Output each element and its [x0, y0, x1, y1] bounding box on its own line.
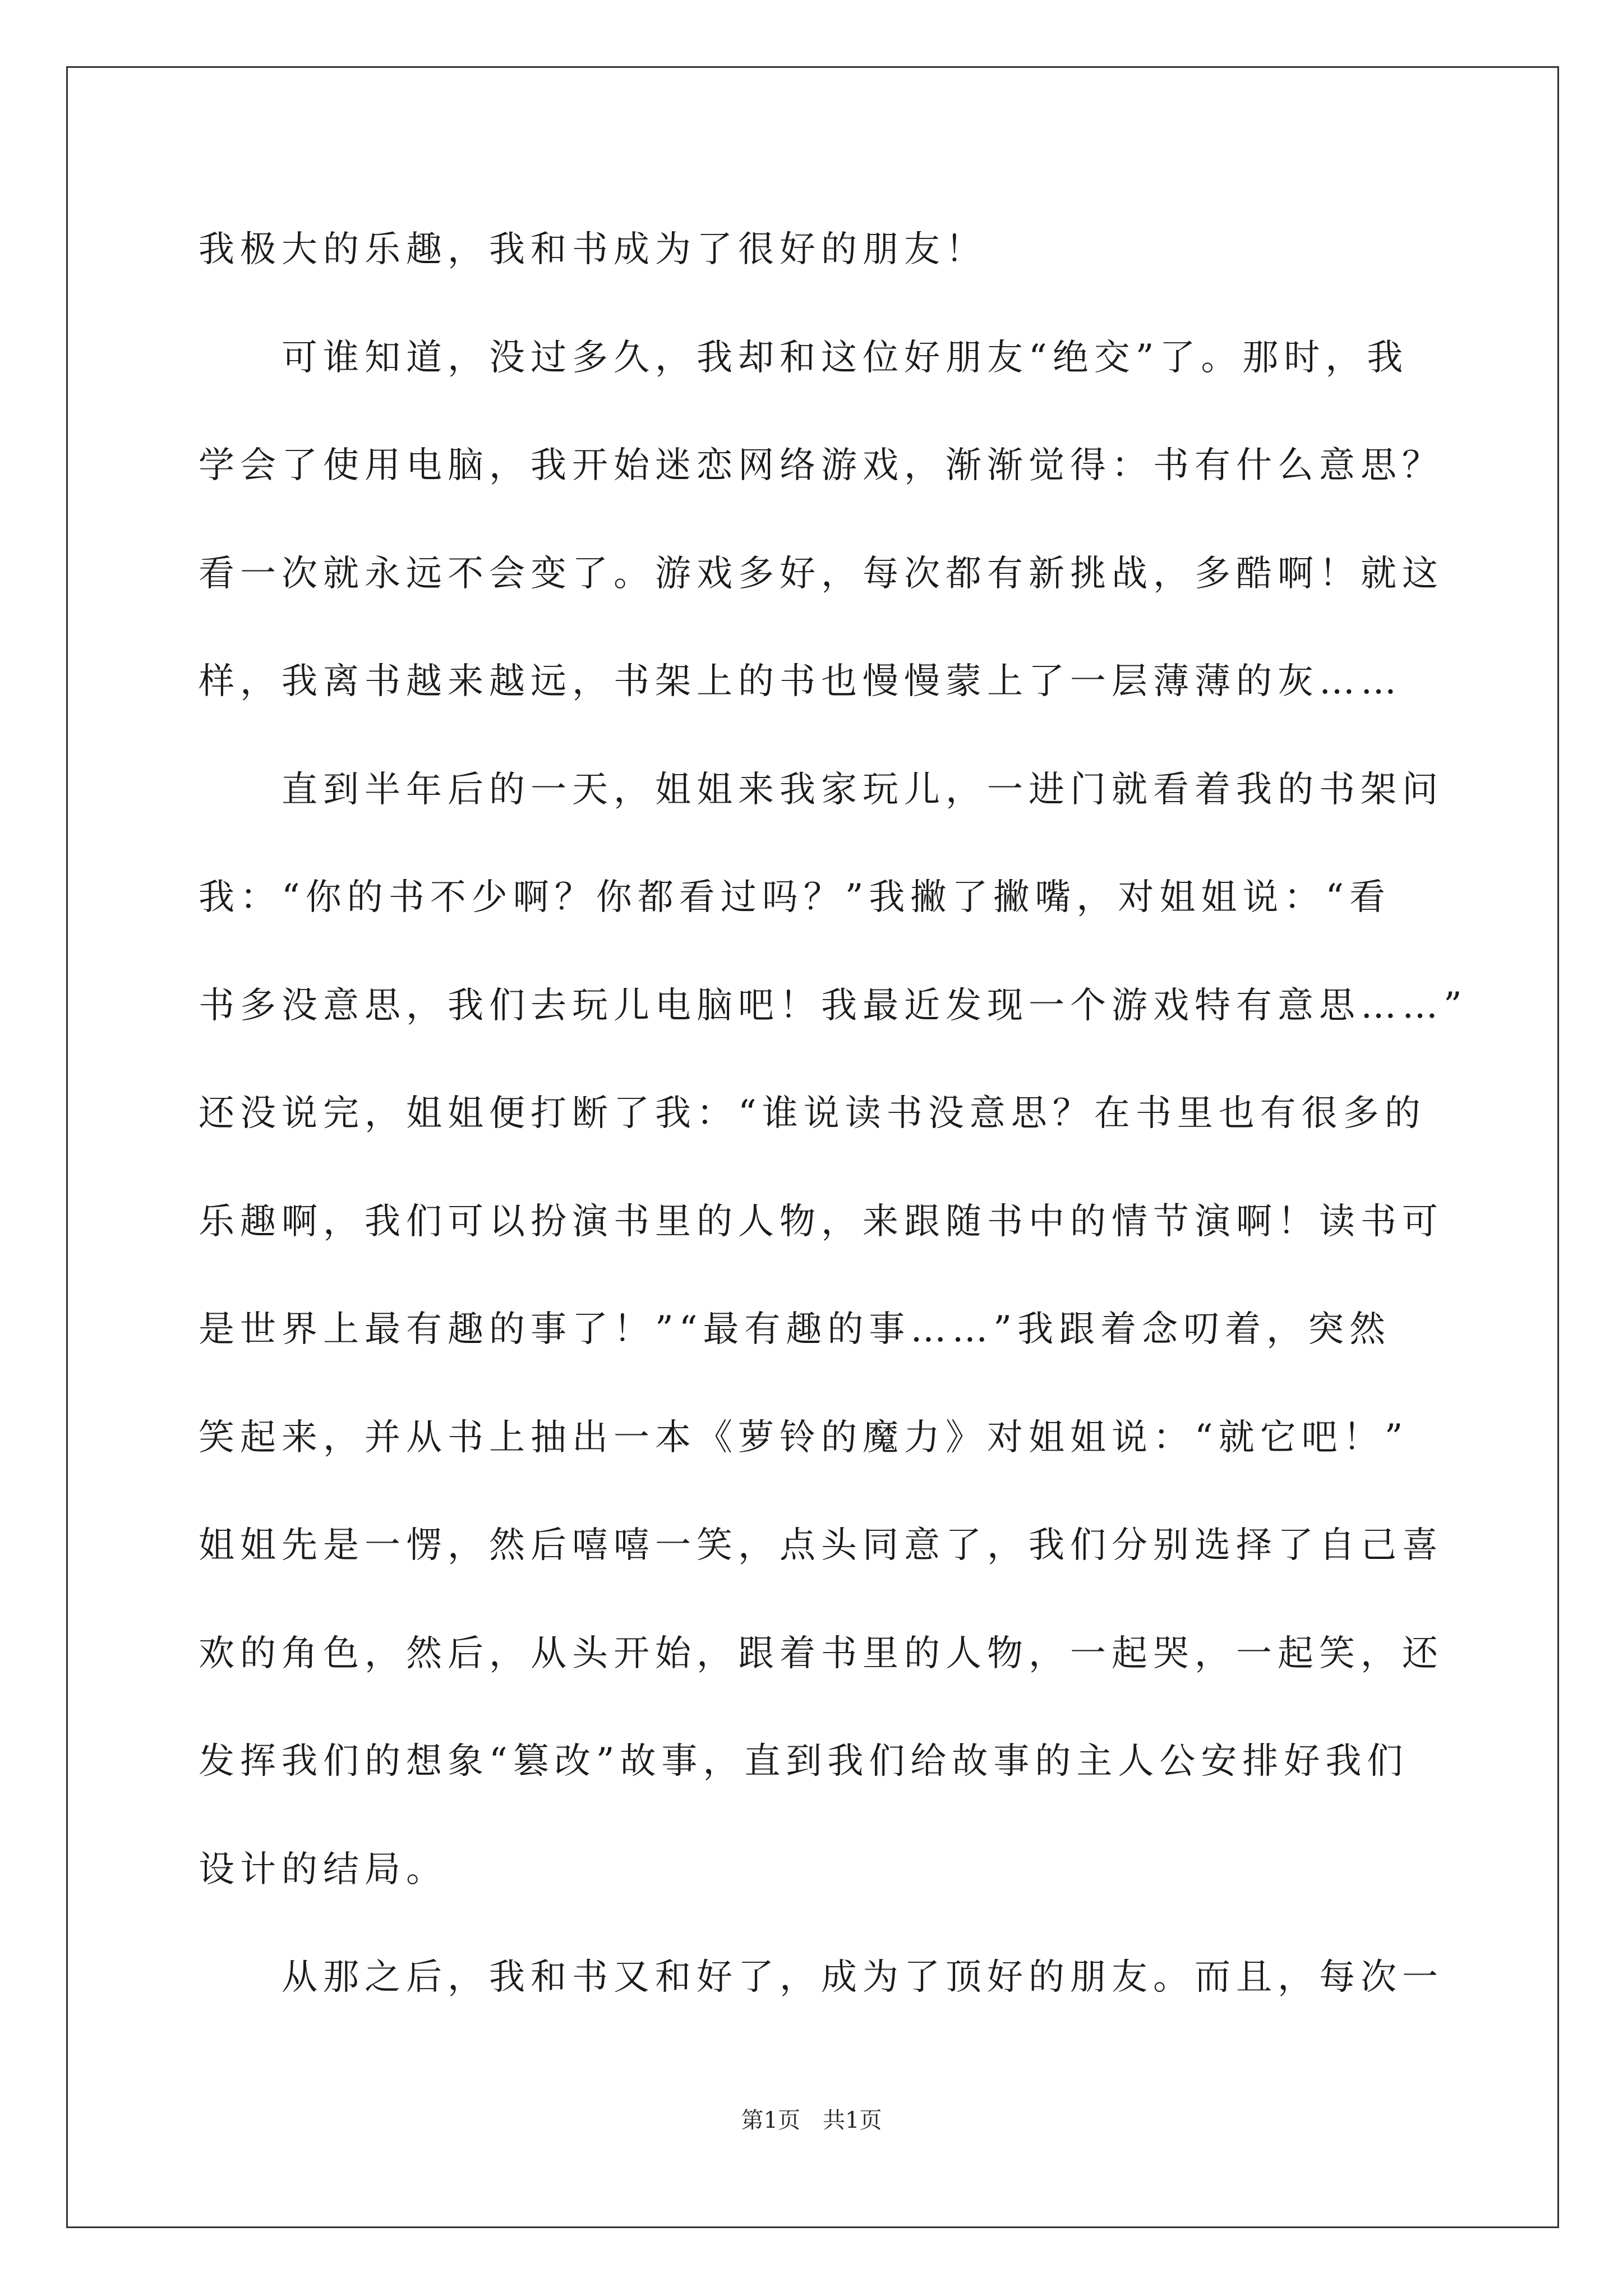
page-number-footer: 第1页 共1页: [741, 2108, 882, 2133]
text-line: 欢的角色，然后，从头开始，跟着书里的人物，一起哭，一起笑，还: [199, 1633, 1444, 1674]
text-line: 看一次就永远不会变了。游戏多好，每次都有新挑战，多酷啊！就这: [199, 553, 1444, 595]
page-border: [66, 66, 1559, 2228]
text-line: 我极大的乐趣，我和书成为了很好的朋友！: [199, 229, 987, 270]
text-line: 我：“你的书不少啊？你都看过吗？”我撇了撇嘴，对姐姐说：“看: [199, 877, 1391, 918]
text-line: 学会了使用电脑，我开始迷恋网络游戏，渐渐觉得：书有什么意思？: [199, 445, 1444, 486]
text-line: 是世界上最有趣的事了！”“最有趣的事……”我跟着念叨着，突然: [199, 1309, 1391, 1350]
text-line: 笑起来，并从书上抽出一本《萝铃的魔力》对姐姐说：“就它吧！”: [199, 1417, 1409, 1458]
text-line: 设计的结局。: [199, 1849, 448, 1890]
text-line: 书多没意思，我们去玩儿电脑吧！我最近发现一个游戏特有意思……”: [199, 985, 1468, 1027]
text-line: 姐姐先是一愣，然后嘻嘻一笑，点头同意了，我们分别选择了自己喜: [199, 1525, 1444, 1566]
text-line: 乐趣啊，我们可以扮演书里的人物，来跟随书中的情节演啊！读书可: [199, 1201, 1444, 1243]
paragraph-first-line: 从那之后，我和书又和好了，成为了顶好的朋友。而且，每次一: [282, 1957, 1444, 1998]
text-line: 还没说完，姐姐便打断了我：“谁说读书没意思？在书里也有很多的: [199, 1093, 1426, 1134]
paragraph-first-line: 直到半年后的一天，姐姐来我家玩儿，一进门就看着我的书架问: [282, 769, 1444, 811]
paragraph-first-line: 可谁知道，没过多久，我却和这位好朋友“绝交”了。那时，我: [282, 337, 1409, 379]
text-line: 发挥我们的想象“篡改”故事，直到我们给故事的主人公安排好我们: [199, 1741, 1409, 1782]
text-line: 样，我离书越来越远，书架上的书也慢慢蒙上了一层薄薄的灰……: [199, 661, 1402, 702]
